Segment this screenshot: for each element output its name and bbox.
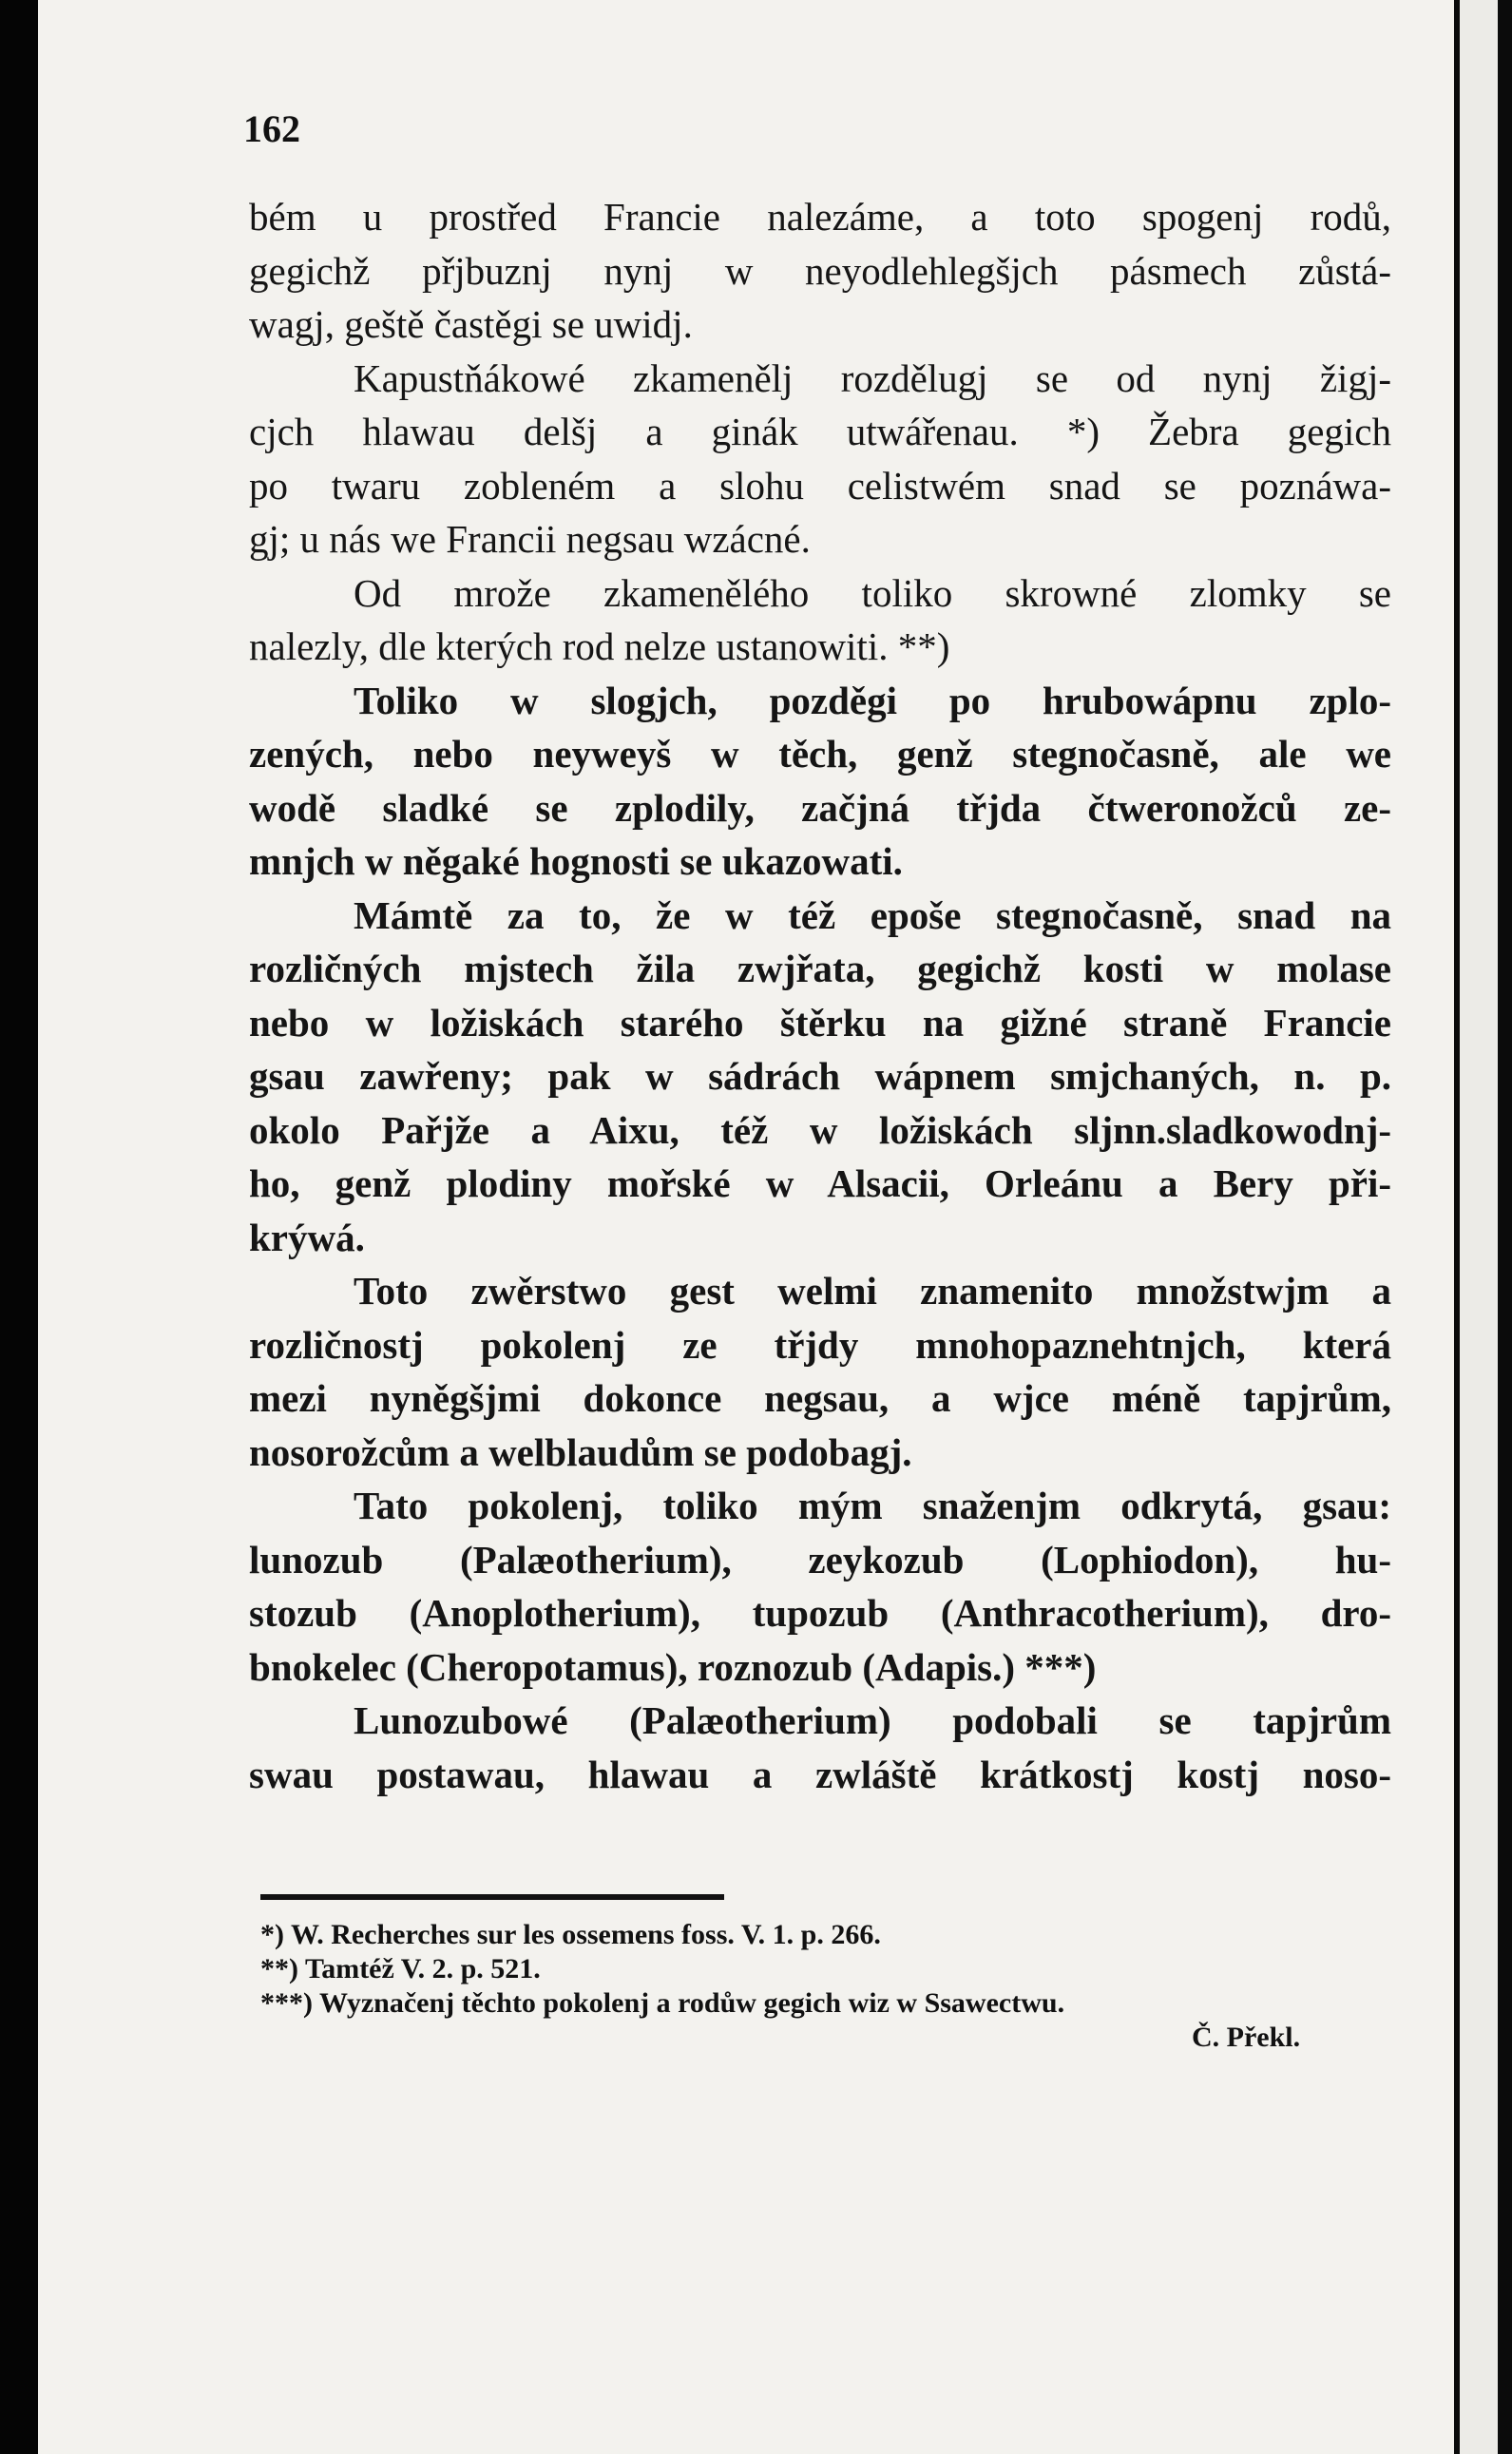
text-line: gj; u nás we Francii negsau wzácné. (249, 517, 811, 561)
text-line: krýwá. (249, 1215, 365, 1259)
text-line: mezi nyněgšjmi dokonce negsau, a wjce méně tapjrům, (249, 1376, 1391, 1420)
text-line: cjch hlawau delšj a ginák utwářenau. *) Žebra gegich (249, 410, 1391, 453)
text-line: okolo Pařjže a Aixu, též w ložiskách sljnn.sladkowodnj- (249, 1107, 1391, 1152)
footnotes (260, 1918, 1363, 2055)
footnote-3: ***) Wyznačenj těchto pokolenj a rodůw gegich wiz w Ssawectwu. (260, 1987, 1065, 2019)
text-line: Tato pokolenj, toliko mým snaženjm odkrytá, gsau: (354, 1484, 1391, 1527)
text-line: Kapustňákowé zkamenělj rozdělugj se od nynj žigj- (354, 355, 1391, 400)
text-line: ho, genž plodiny mořské w Alsacii, Orleánu a Bery při- (249, 1161, 1391, 1205)
left-margin-shadow (0, 0, 38, 2454)
text-line: wagj, geště častěgi se uwidj. (249, 302, 693, 346)
text-line: Toto zwěrstwo gest welmi znamenito množstwjm a (354, 1269, 1391, 1313)
text-line: swau postawau, hlawau a zwláště krátkostj kostj noso- (249, 1752, 1391, 1796)
paragraph-1 (249, 190, 1391, 352)
text-line: bnokelec (Cheropotamus), roznozub (Adapis.) ***) (249, 1644, 1097, 1689)
paragraph-6 (249, 1264, 1391, 1479)
text-line: Od mrože zkamenělého toliko skrowné zlomky se (354, 570, 1391, 615)
text-line: mnjch w něgaké hognosti se ukazowati. (249, 839, 903, 883)
text-line: gsau zawřeny; pak w sádrách wápnem smjchaných, n. p. (249, 1054, 1391, 1098)
text-line: gegichž přjbuznj nynj w neyodlehlegšjch pásmech zůstá- (249, 248, 1391, 293)
text-line: wodě sladké se zplodily, začjná třjda čtweronožců ze- (249, 785, 1391, 830)
text-line: nebo w ložiskách starého štěrku na gižné straně Francie (249, 1000, 1391, 1045)
text-line: stozub (Anoplotherium), tupozub (Anthracotherium), dro- (249, 1591, 1391, 1635)
next-page-edge (1460, 0, 1498, 2454)
text-line: zených, nebo neyweyš w těch, genž stegnočasně, ale we (249, 732, 1391, 776)
footnote-rule (260, 1894, 724, 1900)
text-line: nalezly, dle kterých rod nelze ustanowiti. **) (249, 624, 950, 668)
translator-signature: Č. Překl. (1192, 2022, 1301, 2053)
footnote-2: **) Tamtéž V. 2. p. 521. (260, 1953, 541, 1984)
text-line: po twaru zobleném a slohu celistwém snad se poznáwa- (249, 463, 1391, 508)
paragraph-7 (249, 1479, 1391, 1694)
footnote-1: *) W. Recherches sur les ossemens foss. V. 1. p. 266. (260, 1919, 881, 1950)
text-line: Toliko w slogjch, pozděgi po hrubowápnu zplo- (354, 678, 1391, 722)
page-number: 162 (243, 107, 300, 150)
text-line: rozličných mjstech žila zwjřata, gegichž kosti w molase (249, 947, 1391, 990)
text-line: Mámtě za to, že w též epoše stegnočasně, snad na (354, 892, 1391, 937)
text-line: nosorožcům a welblaudům se podobagj. (249, 1429, 912, 1474)
text-line: bém u prostřed Francie nalezáme, a toto spogenj rodů, (249, 195, 1391, 239)
paragraph-2 (249, 352, 1391, 566)
paragraph-4 (249, 674, 1391, 889)
body-text (249, 190, 1391, 1801)
text-line: Lunozubowé (Palæotherium) podobali se tapjrům (354, 1698, 1391, 1742)
paragraph-8 (249, 1694, 1391, 1801)
paragraph-5 (249, 889, 1391, 1265)
paragraph-3 (249, 566, 1391, 674)
text-line: lunozub (Palæotherium), zeykozub (Lophiodon), hu- (249, 1537, 1391, 1582)
text-line: rozličnostj pokolenj ze třjdy mnohopaznehtnjch, která (249, 1322, 1391, 1367)
